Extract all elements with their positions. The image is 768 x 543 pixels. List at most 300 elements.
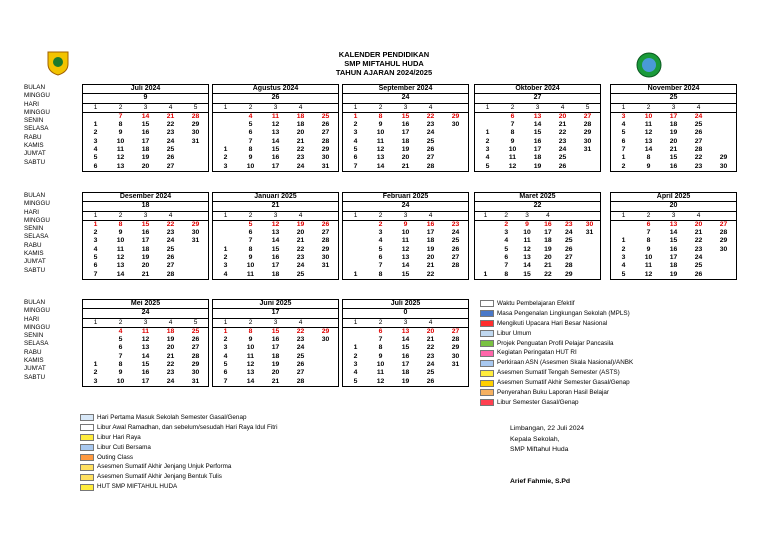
date-cell: 7 xyxy=(510,121,515,129)
month-name: September 2024 xyxy=(343,85,468,94)
date-cell: 5 xyxy=(223,361,228,369)
date-cell: 30 xyxy=(583,137,592,145)
date-cell: 1 xyxy=(353,344,358,352)
title-line3: TAHUN AJARAN 2024/2025 xyxy=(335,68,433,77)
date-cell: 29 xyxy=(719,154,728,162)
legend-text: Libur Hari Raya xyxy=(97,433,141,441)
week-index: 4 xyxy=(168,318,173,326)
day-row xyxy=(83,138,208,146)
date-cell: 25 xyxy=(426,369,435,377)
date-cell xyxy=(213,121,238,129)
date-cell: 22 xyxy=(426,112,435,120)
date-cell: 3 xyxy=(223,262,228,270)
week-index: 2 xyxy=(118,103,123,111)
label-hari: HARI xyxy=(24,208,40,216)
date-cell: 10 xyxy=(246,344,255,352)
date-cell: 26 xyxy=(191,336,200,344)
legend-swatch xyxy=(480,340,494,347)
date-cell xyxy=(313,378,338,386)
effective-weeks: 20 xyxy=(611,202,736,211)
week-index-row xyxy=(343,104,468,113)
date-cell: 5 xyxy=(248,121,253,129)
date-cell: 19 xyxy=(141,254,150,262)
date-cell: 5 xyxy=(504,245,509,253)
day-row xyxy=(213,361,338,369)
date-cell: 15 xyxy=(271,146,280,154)
date-cell: 30 xyxy=(321,336,330,344)
legend-item xyxy=(480,348,633,358)
date-cell: 22 xyxy=(694,154,703,162)
date-cell: 27 xyxy=(451,327,460,335)
week-index-row xyxy=(611,212,736,221)
day-row xyxy=(213,113,338,121)
date-cell: 11 xyxy=(246,352,255,360)
legend-item xyxy=(480,358,633,368)
month-name: Desember 2024 xyxy=(83,193,208,202)
date-cell xyxy=(83,344,108,352)
date-cell xyxy=(579,271,600,279)
legend-swatch xyxy=(480,380,494,387)
date-cell xyxy=(443,369,468,377)
week-index: 2 xyxy=(504,211,509,219)
date-cell: 15 xyxy=(141,361,150,369)
date-cell: 4 xyxy=(353,137,358,145)
date-cell xyxy=(343,336,368,344)
label-day: SELASA xyxy=(24,233,49,241)
date-cell: 21 xyxy=(558,121,567,129)
date-cell: 24 xyxy=(166,137,175,145)
label-day: KAMIS xyxy=(24,357,44,365)
date-cell: 23 xyxy=(558,137,567,145)
date-cell xyxy=(611,229,636,237)
date-cell: 13 xyxy=(669,220,678,228)
date-cell: 23 xyxy=(296,254,305,262)
date-cell: 30 xyxy=(719,162,728,170)
date-cell: 20 xyxy=(426,254,435,262)
day-row xyxy=(213,237,338,245)
date-cell: 14 xyxy=(141,352,150,360)
date-cell xyxy=(475,254,496,262)
date-cell: 8 xyxy=(510,129,515,137)
date-cell: 26 xyxy=(564,245,573,253)
date-cell: 5 xyxy=(621,129,626,137)
date-cell: 27 xyxy=(564,254,573,262)
day-row xyxy=(83,271,208,279)
date-cell: 1 xyxy=(485,129,490,137)
date-cell: 23 xyxy=(166,129,175,137)
date-cell: 2 xyxy=(223,336,228,344)
day-row xyxy=(611,229,736,237)
date-cell: 27 xyxy=(166,262,175,270)
date-cell: 15 xyxy=(141,220,150,228)
label-day: MINGGU xyxy=(24,216,50,224)
date-cell: 27 xyxy=(296,369,305,377)
date-cell: 11 xyxy=(141,327,150,335)
month-row2-1 xyxy=(212,192,339,280)
week-index: 5 xyxy=(585,103,590,111)
date-cell xyxy=(443,154,468,162)
month-row2-4 xyxy=(610,192,737,280)
date-cell: 21 xyxy=(141,270,150,278)
date-cell: 25 xyxy=(558,154,567,162)
date-cell xyxy=(313,344,338,352)
week-index: 3 xyxy=(671,103,676,111)
date-cell: 28 xyxy=(321,237,330,245)
date-cell: 13 xyxy=(141,344,150,352)
date-cell: 11 xyxy=(508,154,517,162)
label-day: JUM'AT xyxy=(24,365,46,373)
legend-text: Asesmen Sumatif Akhir Jenjang Unjuk Performa xyxy=(97,463,232,471)
legend-swatch xyxy=(80,454,94,461)
legend-swatch xyxy=(480,370,494,377)
week-index: 4 xyxy=(428,103,433,111)
legend-bottom xyxy=(80,413,278,492)
sign-name: Arief Fahmie, S.Pd xyxy=(510,478,571,485)
date-cell: 11 xyxy=(246,270,255,278)
day-row xyxy=(343,221,468,229)
day-row xyxy=(611,163,736,171)
effective-weeks: 24 xyxy=(343,202,468,211)
day-row xyxy=(343,129,468,137)
date-cell: 15 xyxy=(523,270,531,278)
date-cell: 14 xyxy=(401,262,410,270)
day-row xyxy=(611,271,736,279)
week-index-row xyxy=(83,319,208,328)
date-cell: 4 xyxy=(118,327,123,335)
label-day: RABU xyxy=(24,241,42,249)
date-cell: 21 xyxy=(426,336,435,344)
week-index: 1 xyxy=(93,103,98,111)
date-cell: 26 xyxy=(426,146,435,154)
day-row xyxy=(83,237,208,245)
week-index: 4 xyxy=(696,211,701,219)
date-cell: 26 xyxy=(558,162,567,170)
date-cell: 13 xyxy=(246,369,255,377)
date-cell: 18 xyxy=(141,245,150,253)
date-cell: 11 xyxy=(644,121,653,129)
day-row xyxy=(611,221,736,229)
date-cell: 10 xyxy=(116,237,125,245)
date-cell: 16 xyxy=(669,245,678,253)
legend-item xyxy=(480,368,633,378)
date-cell: 10 xyxy=(644,112,653,120)
date-cell: 28 xyxy=(694,146,703,154)
date-cell: 17 xyxy=(271,262,280,270)
day-row xyxy=(83,262,208,270)
week-index-row xyxy=(343,319,468,328)
date-cell: 21 xyxy=(296,237,305,245)
legend-text: Hari Pertama Masuk Sekolah Semester Gasal/Genap xyxy=(97,414,247,421)
date-cell: 17 xyxy=(401,129,410,137)
date-cell: 8 xyxy=(248,146,253,154)
date-cell xyxy=(475,262,496,270)
month-row3-2 xyxy=(342,299,469,387)
date-cell: 24 xyxy=(166,377,175,385)
week-index: 4 xyxy=(560,103,565,111)
date-cell: 6 xyxy=(118,344,123,352)
date-cell: 26 xyxy=(426,377,435,385)
date-cell xyxy=(343,246,368,254)
day-row xyxy=(343,353,468,361)
date-cell: 22 xyxy=(426,270,435,278)
day-row xyxy=(343,369,468,377)
date-cell: 19 xyxy=(426,245,435,253)
date-cell: 12 xyxy=(271,220,280,228)
date-cell: 10 xyxy=(401,229,410,237)
date-cell: 3 xyxy=(485,146,490,154)
date-cell: 7 xyxy=(223,377,228,385)
date-cell: 15 xyxy=(669,154,678,162)
date-cell: 10 xyxy=(116,377,125,385)
week-index: 1 xyxy=(621,211,626,219)
day-row xyxy=(83,369,208,377)
date-cell: 22 xyxy=(166,361,175,369)
date-cell: 5 xyxy=(118,336,123,344)
date-cell: 15 xyxy=(401,270,410,278)
date-cell: 25 xyxy=(191,327,200,335)
date-cell: 17 xyxy=(669,112,678,120)
date-cell xyxy=(475,221,496,229)
date-cell: 25 xyxy=(694,262,703,270)
date-cell: 3 xyxy=(223,344,228,352)
effective-weeks: 21 xyxy=(213,202,338,211)
day-row xyxy=(343,163,468,171)
date-cell: 23 xyxy=(694,162,703,170)
legend-swatch xyxy=(480,330,494,337)
date-cell: 22 xyxy=(296,327,305,335)
week-index: 1 xyxy=(93,211,98,219)
month-name: Juli 2024 xyxy=(83,85,208,94)
date-cell: 4 xyxy=(378,237,383,245)
effective-weeks: 17 xyxy=(213,309,338,318)
date-cell: 6 xyxy=(378,254,383,262)
day-row xyxy=(213,246,338,254)
date-cell: 6 xyxy=(504,254,509,262)
date-cell xyxy=(343,254,368,262)
date-cell: 27 xyxy=(321,229,330,237)
date-cell: 9 xyxy=(378,121,383,129)
date-cell: 21 xyxy=(271,377,280,385)
date-cell xyxy=(83,113,108,121)
date-cell: 17 xyxy=(669,254,678,262)
date-cell xyxy=(83,353,108,361)
date-cell: 18 xyxy=(544,237,552,245)
week-index: 2 xyxy=(248,318,253,326)
date-cell: 2 xyxy=(93,369,98,377)
date-cell xyxy=(711,129,736,137)
date-cell xyxy=(579,237,600,245)
day-row xyxy=(611,113,736,121)
day-row xyxy=(343,121,468,129)
date-cell xyxy=(579,246,600,254)
date-cell: 28 xyxy=(719,229,728,237)
date-cell: 8 xyxy=(118,361,123,369)
date-cell: 13 xyxy=(271,229,280,237)
date-cell: 8 xyxy=(118,220,123,228)
day-row xyxy=(343,154,468,162)
week-index: 3 xyxy=(143,318,148,326)
legend-swatch xyxy=(480,399,494,406)
legend-text: Mengikuti Upacara Hari Besar Nasional xyxy=(497,319,608,327)
date-cell: 21 xyxy=(426,262,435,270)
date-cell: 12 xyxy=(116,254,125,262)
label-day: SABTU xyxy=(24,158,45,166)
date-cell xyxy=(575,154,600,162)
legend-text: Masa Pengenalan Lingkungan Sekolah (MPLS) xyxy=(497,309,630,317)
month-name: November 2024 xyxy=(611,85,736,94)
date-cell xyxy=(579,262,600,270)
date-cell: 19 xyxy=(166,336,175,344)
date-cell: 24 xyxy=(694,254,703,262)
legend-item xyxy=(480,309,633,319)
date-cell: 19 xyxy=(669,270,678,278)
date-cell: 24 xyxy=(694,112,703,120)
date-cell: 11 xyxy=(644,262,653,270)
legend-text: Perkiraan ASN (Asesmen Skala Nasional)/ANBK xyxy=(497,359,634,367)
date-cell: 16 xyxy=(141,229,150,237)
week-index: 1 xyxy=(223,103,228,111)
date-cell: 23 xyxy=(694,245,703,253)
date-cell: 18 xyxy=(401,369,410,377)
week-index: 2 xyxy=(378,211,383,219)
month-row3-1 xyxy=(212,299,339,387)
week-index: 4 xyxy=(546,211,550,219)
week-index: 4 xyxy=(298,318,303,326)
date-cell: 3 xyxy=(93,137,98,145)
date-cell: 6 xyxy=(378,327,383,335)
label-bulan: BULAN xyxy=(24,84,45,91)
date-cell: 19 xyxy=(533,162,542,170)
date-cell: 8 xyxy=(378,270,383,278)
effective-weeks: 0 xyxy=(343,309,468,318)
date-cell: 17 xyxy=(141,377,150,385)
week-index: 2 xyxy=(118,318,123,326)
date-cell: 12 xyxy=(508,162,517,170)
sign-role: Kepala Sekolah, xyxy=(510,436,560,443)
month-row1-2 xyxy=(342,84,469,172)
date-cell: 31 xyxy=(191,137,200,145)
date-cell: 19 xyxy=(401,146,410,154)
week-index xyxy=(579,212,600,220)
date-cell: 10 xyxy=(246,162,255,170)
day-row xyxy=(343,246,468,254)
month-name: Oktober 2024 xyxy=(475,85,600,94)
week-index: 1 xyxy=(223,211,228,219)
date-cell: 23 xyxy=(426,352,435,360)
date-cell xyxy=(711,146,736,154)
date-cell: 31 xyxy=(191,237,200,245)
date-cell: 12 xyxy=(376,146,385,154)
week-index-row xyxy=(475,104,600,113)
date-cell: 6 xyxy=(93,262,98,270)
date-cell: 30 xyxy=(191,369,200,377)
legend-text: Libur Awal Ramadhan, dan sebelum/sesudah Hari Raya Idul Fitri xyxy=(97,423,278,431)
date-cell: 22 xyxy=(558,129,567,137)
legend-swatch xyxy=(80,444,94,451)
date-cell: 4 xyxy=(93,146,98,154)
date-cell: 16 xyxy=(141,129,150,137)
day-row xyxy=(83,378,208,386)
date-cell: 16 xyxy=(401,121,410,129)
date-cell: 17 xyxy=(141,137,150,145)
date-cell: 27 xyxy=(426,154,435,162)
date-cell xyxy=(579,254,600,262)
date-cell: 24 xyxy=(296,262,305,270)
legend-text: Asesmen Sumatif Akhir Jenjang Bentuk Tulis xyxy=(97,473,222,481)
date-cell: 5 xyxy=(93,154,98,162)
date-cell: 3 xyxy=(621,112,626,120)
month-name: Maret 2025 xyxy=(475,193,600,202)
school-logo-left xyxy=(46,50,70,76)
date-cell: 16 xyxy=(426,220,435,228)
date-cell: 8 xyxy=(248,245,253,253)
date-cell: 3 xyxy=(378,229,383,237)
date-cell: 20 xyxy=(296,229,305,237)
date-cell: 26 xyxy=(296,361,305,369)
date-cell: 20 xyxy=(558,112,567,120)
date-cell: 9 xyxy=(646,162,651,170)
week-index: 4 xyxy=(298,211,303,219)
day-row xyxy=(343,328,468,336)
date-cell: 28 xyxy=(583,121,592,129)
week-index xyxy=(313,212,338,220)
date-cell: 1 xyxy=(93,121,98,129)
date-cell xyxy=(575,163,600,171)
legend-item xyxy=(80,423,278,433)
week-index xyxy=(711,212,736,220)
week-index: 3 xyxy=(525,211,529,219)
date-cell: 1 xyxy=(353,270,358,278)
week-index-row xyxy=(213,212,338,221)
date-cell xyxy=(711,262,736,270)
date-cell: 5 xyxy=(378,245,383,253)
date-cell: 29 xyxy=(191,220,200,228)
legend-swatch xyxy=(80,484,94,491)
date-cell xyxy=(475,121,500,129)
date-cell: 21 xyxy=(166,112,175,120)
month-row1-4 xyxy=(610,84,737,172)
date-cell: 2 xyxy=(485,137,490,145)
date-cell: 19 xyxy=(669,129,678,137)
week-index: 1 xyxy=(223,318,228,326)
label-day: SENIN xyxy=(24,332,44,340)
label-day: KAMIS xyxy=(24,250,44,258)
date-cell: 29 xyxy=(564,270,573,278)
date-cell: 1 xyxy=(483,270,488,278)
legend-swatch xyxy=(480,310,494,317)
effective-weeks: 22 xyxy=(475,202,600,211)
date-cell: 13 xyxy=(523,254,531,262)
date-cell: 19 xyxy=(544,245,552,253)
date-cell: 22 xyxy=(166,121,175,129)
day-row xyxy=(611,154,736,162)
date-cell: 28 xyxy=(564,262,573,270)
date-cell xyxy=(183,271,208,279)
month-row3-0 xyxy=(82,299,209,387)
date-cell: 26 xyxy=(166,254,175,262)
label-day: KAMIS xyxy=(24,142,44,150)
date-cell: 20 xyxy=(426,327,435,335)
legend-text: Projek Penguatan Profil Pelajar Pancasila xyxy=(497,339,614,347)
date-cell: 30 xyxy=(719,245,728,253)
date-cell: 29 xyxy=(191,361,200,369)
date-cell: 21 xyxy=(694,229,703,237)
week-index: 1 xyxy=(621,103,626,111)
date-cell: 25 xyxy=(296,352,305,360)
date-cell: 11 xyxy=(401,237,410,245)
date-cell xyxy=(443,129,468,137)
date-cell: 17 xyxy=(271,344,280,352)
